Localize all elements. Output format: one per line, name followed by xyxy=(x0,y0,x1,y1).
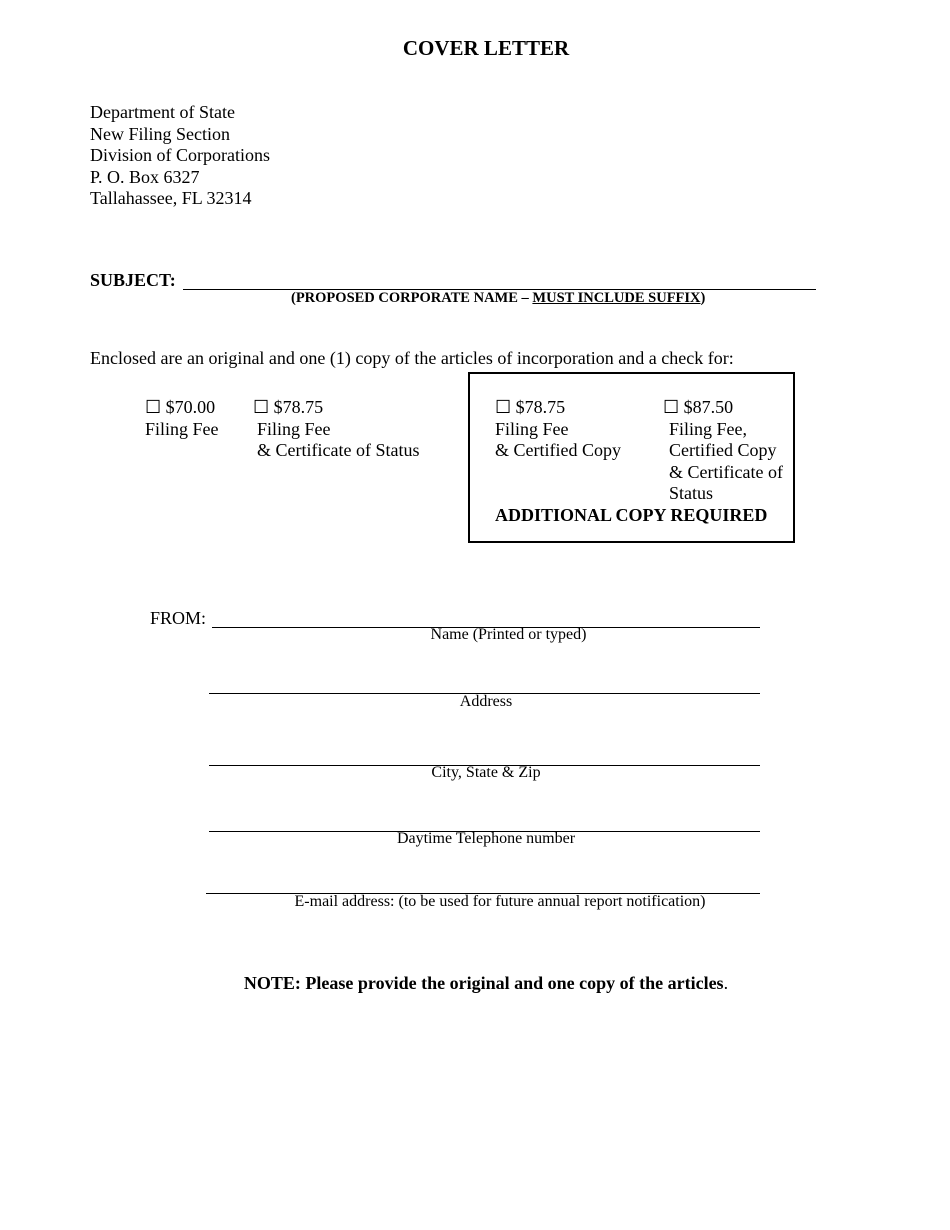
address-line: Division of Corporations xyxy=(90,145,270,165)
fee-option-desc: & Certificate of Status xyxy=(257,440,420,460)
additional-copy-note: ADDITIONAL COPY REQUIRED xyxy=(495,505,768,525)
fee-option-amount[interactable]: ☐ $70.00 xyxy=(145,397,216,417)
subject-caption-post: ) xyxy=(700,290,706,306)
fee-option-desc: & Certified Copy xyxy=(495,440,621,460)
note-text xyxy=(0,973,950,994)
subject-caption-underlined: MUST INCLUDE SUFFIX xyxy=(532,290,701,306)
address-line: New Filing Section xyxy=(90,123,230,144)
name-caption: Name (Printed or typed) xyxy=(430,626,587,643)
note-tail: . xyxy=(723,973,729,993)
fee-option-desc: Filing Fee xyxy=(495,418,569,439)
fee-option-desc: & Certificate of xyxy=(669,461,783,482)
fee-option-desc: Filing Fee xyxy=(145,418,219,439)
enclosed-text: Enclosed are an original and one (1) copy of the articles of incorporation and a check for: xyxy=(90,348,734,368)
fee-option-87[interactable] xyxy=(663,397,783,505)
subject-caption xyxy=(291,290,705,307)
address-line: P. O. Box 6327 xyxy=(90,166,200,187)
fee-option-78-status[interactable] xyxy=(253,397,419,462)
email-caption: E-mail address: (to be used for future annual report notification) xyxy=(294,893,706,910)
address-caption: Address xyxy=(459,693,513,710)
note-bold: NOTE: Please provide the original and one copy of the articles xyxy=(243,973,724,993)
subject-caption-pre: (PROPOSED CORPORATE NAME – xyxy=(291,290,533,306)
fee-option-78-copy[interactable] xyxy=(495,397,621,462)
from-label: FROM: xyxy=(150,608,207,628)
fee-option-desc: Status xyxy=(669,483,714,503)
fee-option-desc: Filing Fee, xyxy=(669,418,748,439)
city-caption: City, State & Zip xyxy=(431,764,541,781)
address-line: Department of State xyxy=(90,102,235,122)
phone-caption: Daytime Telephone number xyxy=(396,830,576,847)
address-line: Tallahassee, FL 32314 xyxy=(90,188,252,208)
fee-option-70[interactable] xyxy=(145,397,219,440)
document-title: COVER LETTER xyxy=(402,36,570,60)
fee-option-desc: Filing Fee xyxy=(257,418,331,439)
fee-option-amount[interactable]: ☐ $78.75 xyxy=(253,397,324,417)
fee-option-amount[interactable]: ☐ $87.50 xyxy=(663,397,734,417)
recipient-address xyxy=(90,102,270,210)
subject-label: SUBJECT: xyxy=(90,270,176,290)
fee-option-amount[interactable]: ☐ $78.75 xyxy=(495,397,566,417)
fee-option-desc: Certified Copy xyxy=(669,440,777,460)
